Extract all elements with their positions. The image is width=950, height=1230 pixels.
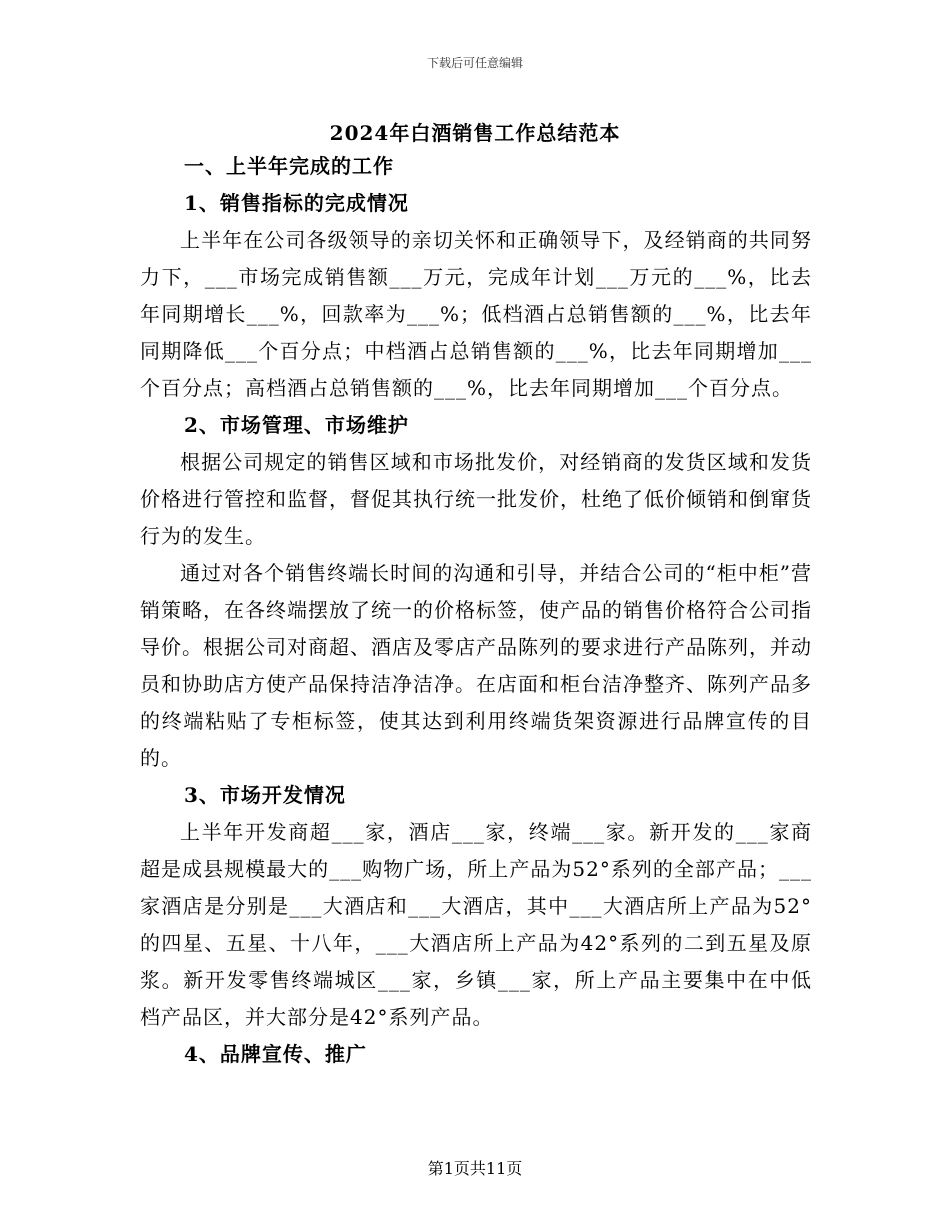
subheading-market-development: 3、市场开发情况 — [184, 783, 346, 807]
subheading-sales-targets: 1、销售指标的完成情况 — [184, 191, 409, 215]
paragraph-market-management-1: 根据公司规定的销售区域和市场批发价，对经销商的发货区域和发货价格进行管控和监督，督促其执行统一批发价，杜绝了低价倾销和倒窜货行为的发生。 — [140, 450, 812, 548]
document-title: 2024年白酒销售工作总结范本 — [329, 121, 621, 145]
subheading-brand-promotion: 4、品牌宣传、推广 — [184, 1042, 367, 1066]
page-footer: 第1页共11页 — [427, 1159, 523, 1178]
document-body — [140, 148, 812, 1073]
subheading-market-management: 2、市场管理、市场维护 — [184, 413, 409, 437]
paragraph-sales-targets: 上半年在公司各级领导的亲切关怀和正确领导下，及经销商的共同努力下，___市场完成销售额___万元，完成年计划___万元的___%，比去年同期增长___%，回款率为___%；低档酒占总销售额的___%，比去年同期降低___个百分点；中档酒占总销售额的___%，比去年同期增加___个百分点；高档酒占总销售额的___%，比去年同期增加___个百分点。 — [140, 228, 812, 400]
paragraph-market-development: 上半年开发商超___家，酒店___家，终端___家。新开发的___家商超是成县规模最大的___购物广场，所上产品为52°系列的全部产品；___家酒店是分别是___大酒店和___大酒店，其中___大酒店所上产品为52°的四星、五星、十八年，___大酒店所上产品为42°系列的二到五星及原浆。新开发零售终端城区___家，乡镇___家，所上产品主要集中在中低档产品区，并大部分是42°系列产品。 — [140, 820, 812, 1029]
section-heading-first-half: 一、上半年完成的工作 — [184, 154, 394, 178]
header-note: 下载后可任意编辑 — [426, 56, 523, 70]
paragraph-market-management-2: 通过对各个销售终端长时间的沟通和引导，并结合公司的“柜中柜”营销策略，在各终端摆放了统一的价格标签，使产品的销售价格符合公司指导价。根据公司对商超、酒店及零店产品陈列的要求进行产品陈列，并动员和协助店方使产品保持洁净洁净。在店面和柜台洁净整齐、陈列产品多的终端粘贴了专柜标签，使其达到利用终端货架资源进行品牌宣传的目的。 — [140, 561, 812, 770]
